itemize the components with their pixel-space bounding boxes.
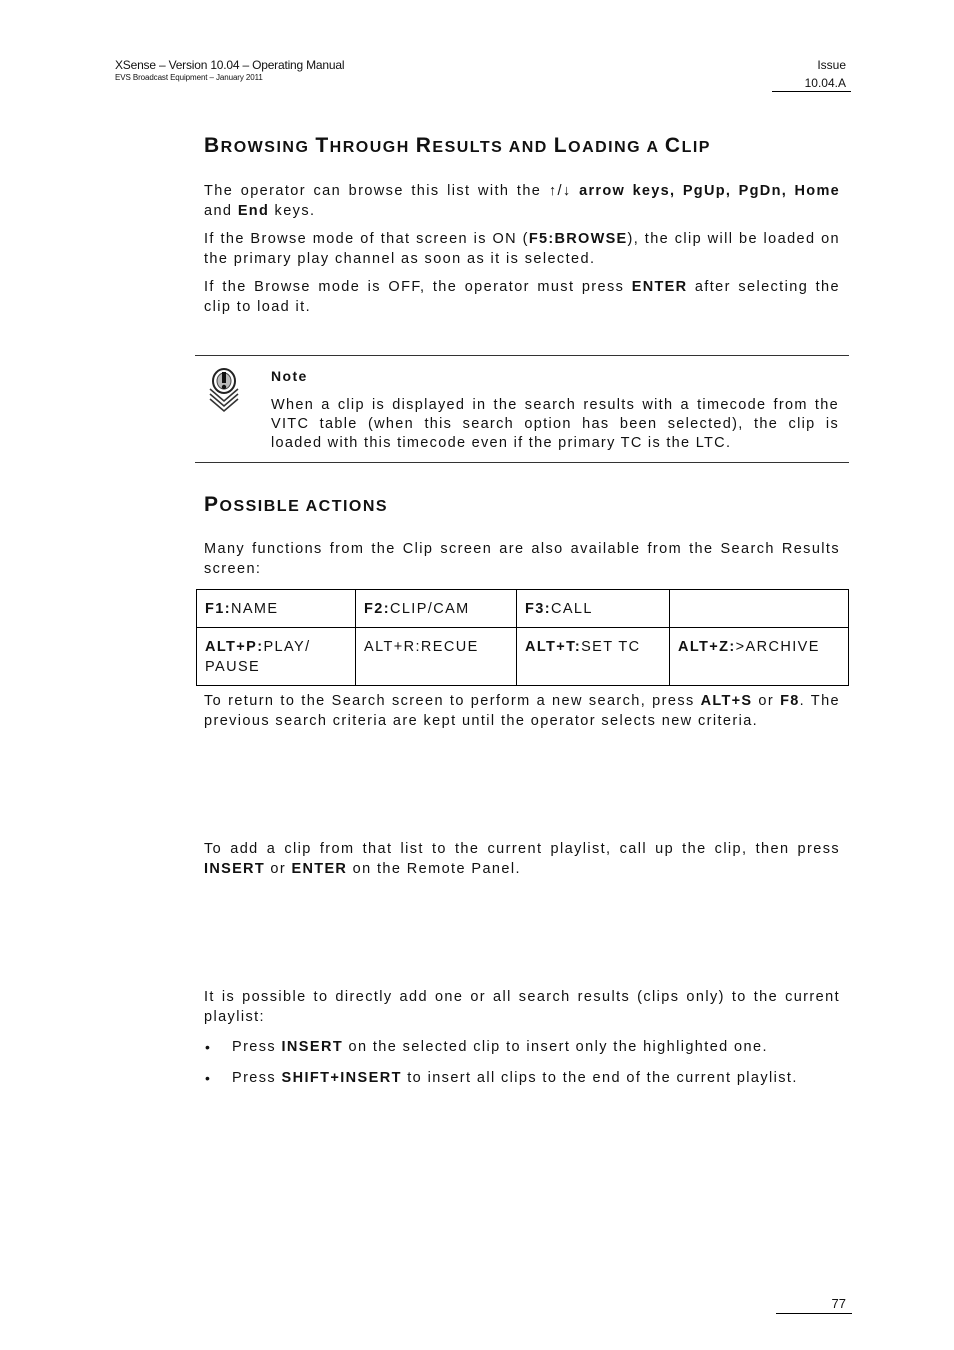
table-cell bbox=[670, 590, 849, 628]
doc-title: XSense – Version 10.04 – Operating Manual bbox=[115, 58, 345, 72]
paragraph-return-search: To return to the Search screen to perform a new search, press ALT+S or F8. The previous search criteria are kept until the operator selects new criteria. bbox=[204, 693, 840, 729]
note-bottom-rule bbox=[195, 462, 849, 463]
doc-subtitle: EVS Broadcast Equipment – January 2011 bbox=[115, 73, 263, 82]
paragraph-browse-off: If the Browse mode is OFF, the operator must press ENTER after selecting the clip to load it. bbox=[204, 279, 840, 315]
paragraph-add-results: It is possible to directly add one or all search results (clips only) to the current playlist: bbox=[204, 989, 840, 1025]
bullet-marker: • bbox=[205, 1039, 210, 1055]
header-rule bbox=[772, 91, 851, 92]
paragraph-add-clip: To add a clip from that list to the current playlist, call up the clip, then press INSERT or ENTER on the Remote Panel. bbox=[204, 841, 840, 877]
issue-number: 10.04.A bbox=[804, 76, 846, 90]
note-title: Note bbox=[271, 368, 308, 384]
bullet-marker: • bbox=[205, 1070, 210, 1086]
table-cell: ALT+Z:>ARCHIVE bbox=[670, 628, 849, 686]
page-number: 77 bbox=[831, 1296, 846, 1311]
table-cell: ALT+P:PLAY/ PAUSE bbox=[197, 628, 356, 686]
table-row bbox=[197, 590, 849, 628]
table-row bbox=[197, 628, 849, 686]
table-cell: ALT+T:SET TC bbox=[517, 628, 670, 686]
table-cell: F3:CALL bbox=[517, 590, 670, 628]
paragraph-browse-on: If the Browse mode of that screen is ON (F5:BROWSE), the clip will be loaded on the primary play channel as soon as it is selected. bbox=[204, 231, 840, 267]
note-top-rule bbox=[195, 355, 849, 356]
table-cell: F2:CLIP/CAM bbox=[356, 590, 517, 628]
paragraph-browse-keys: The operator can browse this list with the ↑/↓ arrow keys, PgUp, PgDn, Home and End keys. bbox=[204, 183, 840, 219]
list-item: Press INSERT on the selected clip to insert only the highlighted one. bbox=[232, 1039, 768, 1055]
section-heading-possible-actions: POSSIBLE ACTIONS bbox=[204, 493, 389, 516]
paragraph-functions-intro: Many functions from the Clip screen are also available from the Search Results screen: bbox=[204, 541, 840, 577]
table-cell: ALT+R:RECUE bbox=[356, 628, 517, 686]
note-warning-icon bbox=[206, 367, 242, 413]
function-keys-table bbox=[196, 589, 849, 686]
table-cell: F1:NAME bbox=[197, 590, 356, 628]
issue-label: Issue bbox=[817, 58, 846, 72]
footer-rule bbox=[776, 1313, 852, 1314]
note-body: When a clip is displayed in the search results with a timecode from the VITC table (when this search option has been selected), the clip is loaded with this timecode even if the primary TC is the LTC. bbox=[271, 397, 839, 451]
list-item: Press SHIFT+INSERT to insert all clips to the end of the current playlist. bbox=[232, 1070, 798, 1086]
section-heading-browsing: BROWSING THROUGH RESULTS AND LOADING A CLIP bbox=[204, 134, 711, 157]
